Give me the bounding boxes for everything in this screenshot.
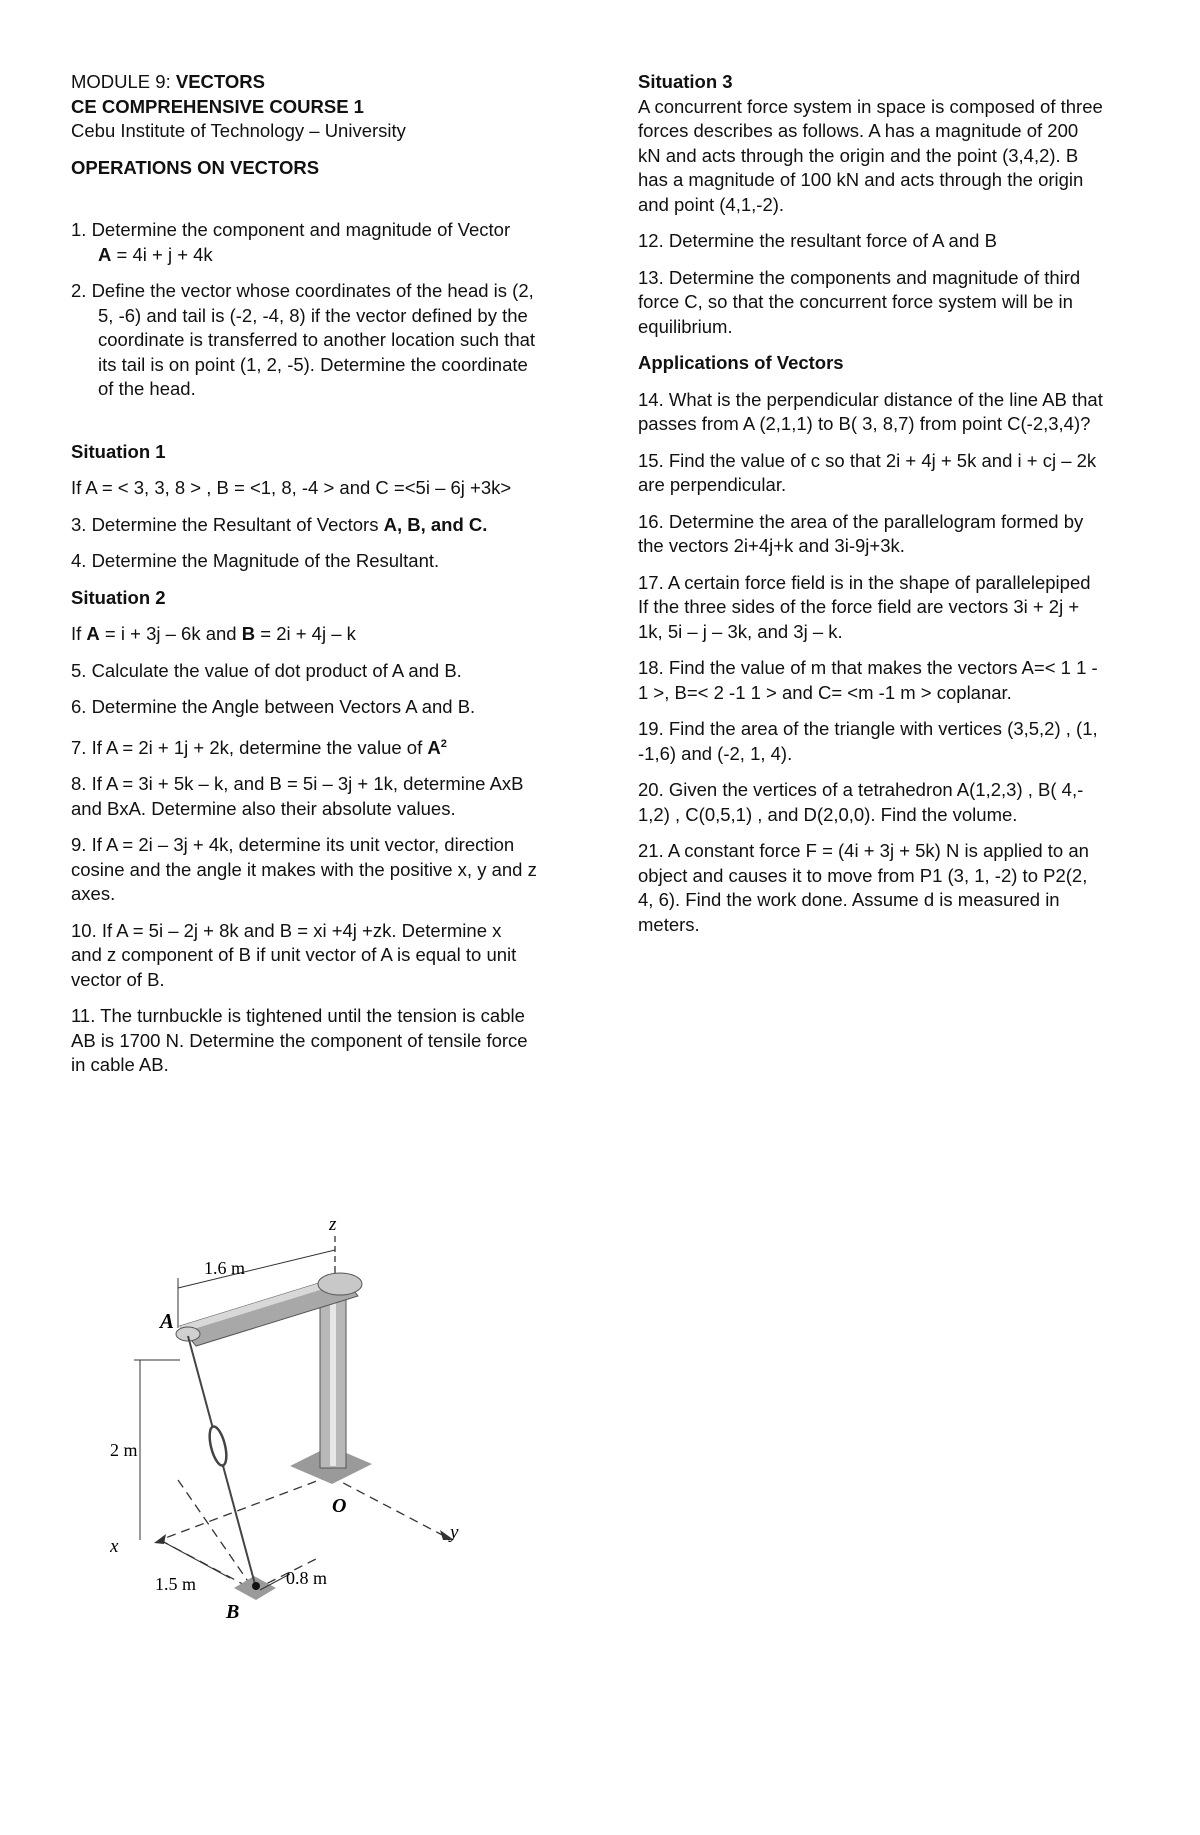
situation-1-given: If A = < 3, 3, 8 > , B = <1, 8, -4 > and C =<5i – 6j +3k> xyxy=(71,477,512,498)
label-dim-1-5: 1.5 m xyxy=(155,1574,197,1594)
question-18: 18. Find the value of m that makes the vectors A=< 1 1 - 1 >, B=< 2 -1 1 > and C= <m -1 m > coplanar. xyxy=(638,657,1098,703)
turnbuckle-diagram xyxy=(110,1218,510,1638)
turnbuckle xyxy=(206,1425,229,1467)
question-20: 20. Given the vertices of a tetrahedron A(1,2,3) , B( 4,- 1,2) , C(0,5,1) , and D(2,0,0). Find the volume. xyxy=(638,779,1084,825)
label-z: z xyxy=(329,1218,337,1235)
right-column xyxy=(638,70,1138,937)
situation-1-title: Situation 1 xyxy=(71,440,166,462)
label-b: B xyxy=(226,1601,240,1623)
question-11: 11. The turnbuckle is tightened until the tension is cable AB is 1700 N. Determine the component of tensile force in cable AB. xyxy=(71,1005,528,1076)
label-x: x xyxy=(110,1536,119,1557)
label-o: O xyxy=(332,1495,347,1517)
question-4: 4. Determine the Magnitude of the Resultant. xyxy=(71,550,440,571)
label-dim-0-8: 0.8 m xyxy=(286,1568,328,1588)
situation-2-title: Situation 2 xyxy=(71,586,166,608)
dim-1-6-line xyxy=(178,1250,335,1288)
arm-pivot xyxy=(318,1273,362,1295)
post-highlight xyxy=(330,1300,336,1466)
label-dim-1-6: 1.6 m xyxy=(204,1258,246,1278)
dim-1-5-line xyxy=(160,1540,230,1578)
question-7: 7. If A = 2i + 1j + 2k, determine the value of $A^2$ xyxy=(71,736,447,758)
question-14: 14. What is the perpendicular distance of the line AB that passes from A (2,1,1) to B( 3, 8,7) from point C(-2,3,4)? xyxy=(638,388,1103,434)
question-21: 21. A constant force F = (4i + 3j + 5k) N is applied to an object and causes it to move from P1 (3, 1, -2) to P2(2, 4, 6). Find the work done. Assume d is measured in meters. xyxy=(638,840,1089,935)
school-name: Cebu Institute of Technology – University xyxy=(71,120,406,141)
question-10: 10. If A = 5i – 2j + 8k and B = xi +4j +zk. Determine x and z component of B if unit vector of A is equal to unit vector of B. xyxy=(71,919,517,990)
y-axis-line xyxy=(330,1476,448,1538)
question-15: 15. Find the value of c so that 2i + 4j + 5k and i + cj – 2k are perpendicular. xyxy=(638,449,1097,495)
question-5: 5. Calculate the value of dot product of A and B. xyxy=(71,659,462,681)
point-b-dot xyxy=(252,1582,260,1590)
situation-2-given: If A = i + 3j – 6k and B = 2i + 4j – k xyxy=(71,623,356,644)
question-17: 17. A certain force field is in the shape of parallelepiped If the three sides of the force field are vectors 3i + 2j + 1k, 5i – j – 3k, and 3j – k. xyxy=(638,571,1091,642)
label-a: A xyxy=(160,1309,175,1333)
left-column xyxy=(71,70,581,1078)
question-9: 9. If A = 2i – 3j + 4k, determine its unit vector, direction cosine and the angle it makes with the positive x, y and z axes. xyxy=(71,834,537,905)
section-heading: OPERATIONS ON VECTORS xyxy=(71,156,320,178)
x-axis-line xyxy=(160,1476,330,1540)
module-title: MODULE 9: VECTORS xyxy=(71,71,265,92)
question-19: 19. Find the area of the triangle with vertices (3,5,2) , (1, -1,6) and (-2, 1, 4). xyxy=(638,718,1098,764)
question-16: 16. Determine the area of the parallelogram formed by the vectors 2i+4j+k and 3i-9j+3k. xyxy=(638,510,1084,556)
label-y: y xyxy=(450,1522,459,1543)
question-1: 1. Determine the component and magnitude of Vector A = 4i + j + 4k xyxy=(71,219,511,265)
situation-3: Situation 3 A concurrent force system in space is composed of three forces describes as follows. A has a magnitude of 200 kN and acts through the origin and the point (3,4,2). B has a magnitude of 100 kN and acts through the origin and point (4,1,-2). xyxy=(638,71,1103,215)
question-2: 2. Define the vector whose coordinates of the head is (2, 5, -6) and tail is (-2, -4, 8) if the vector defined by the coordinate is transferred to another location such that its tail is on point (1, 2, -5). Determine the coordinate of the head. xyxy=(71,280,536,399)
question-12: 12. Determine the resultant force of A and B xyxy=(638,230,997,251)
question-8: 8. If A = 3i + 5k – k, and B = 5i – 3j + 1k, determine AxB and BxA. Determine also their absolute values. xyxy=(71,773,524,819)
applications-heading: Applications of Vectors xyxy=(638,352,844,373)
label-dim-2m: 2 m xyxy=(110,1440,138,1460)
question-3: 3. Determine the Resultant of Vectors A, B, and C. xyxy=(71,513,488,535)
question-13: 13. Determine the components and magnitude of third force C, so that the concurrent force system will be in equilibrium. xyxy=(638,266,1081,337)
turnbuckle-figure xyxy=(110,1218,510,1638)
course-title: CE COMPREHENSIVE COURSE 1 xyxy=(71,95,364,117)
question-6: 6. Determine the Angle between Vectors A and B. xyxy=(71,696,476,717)
